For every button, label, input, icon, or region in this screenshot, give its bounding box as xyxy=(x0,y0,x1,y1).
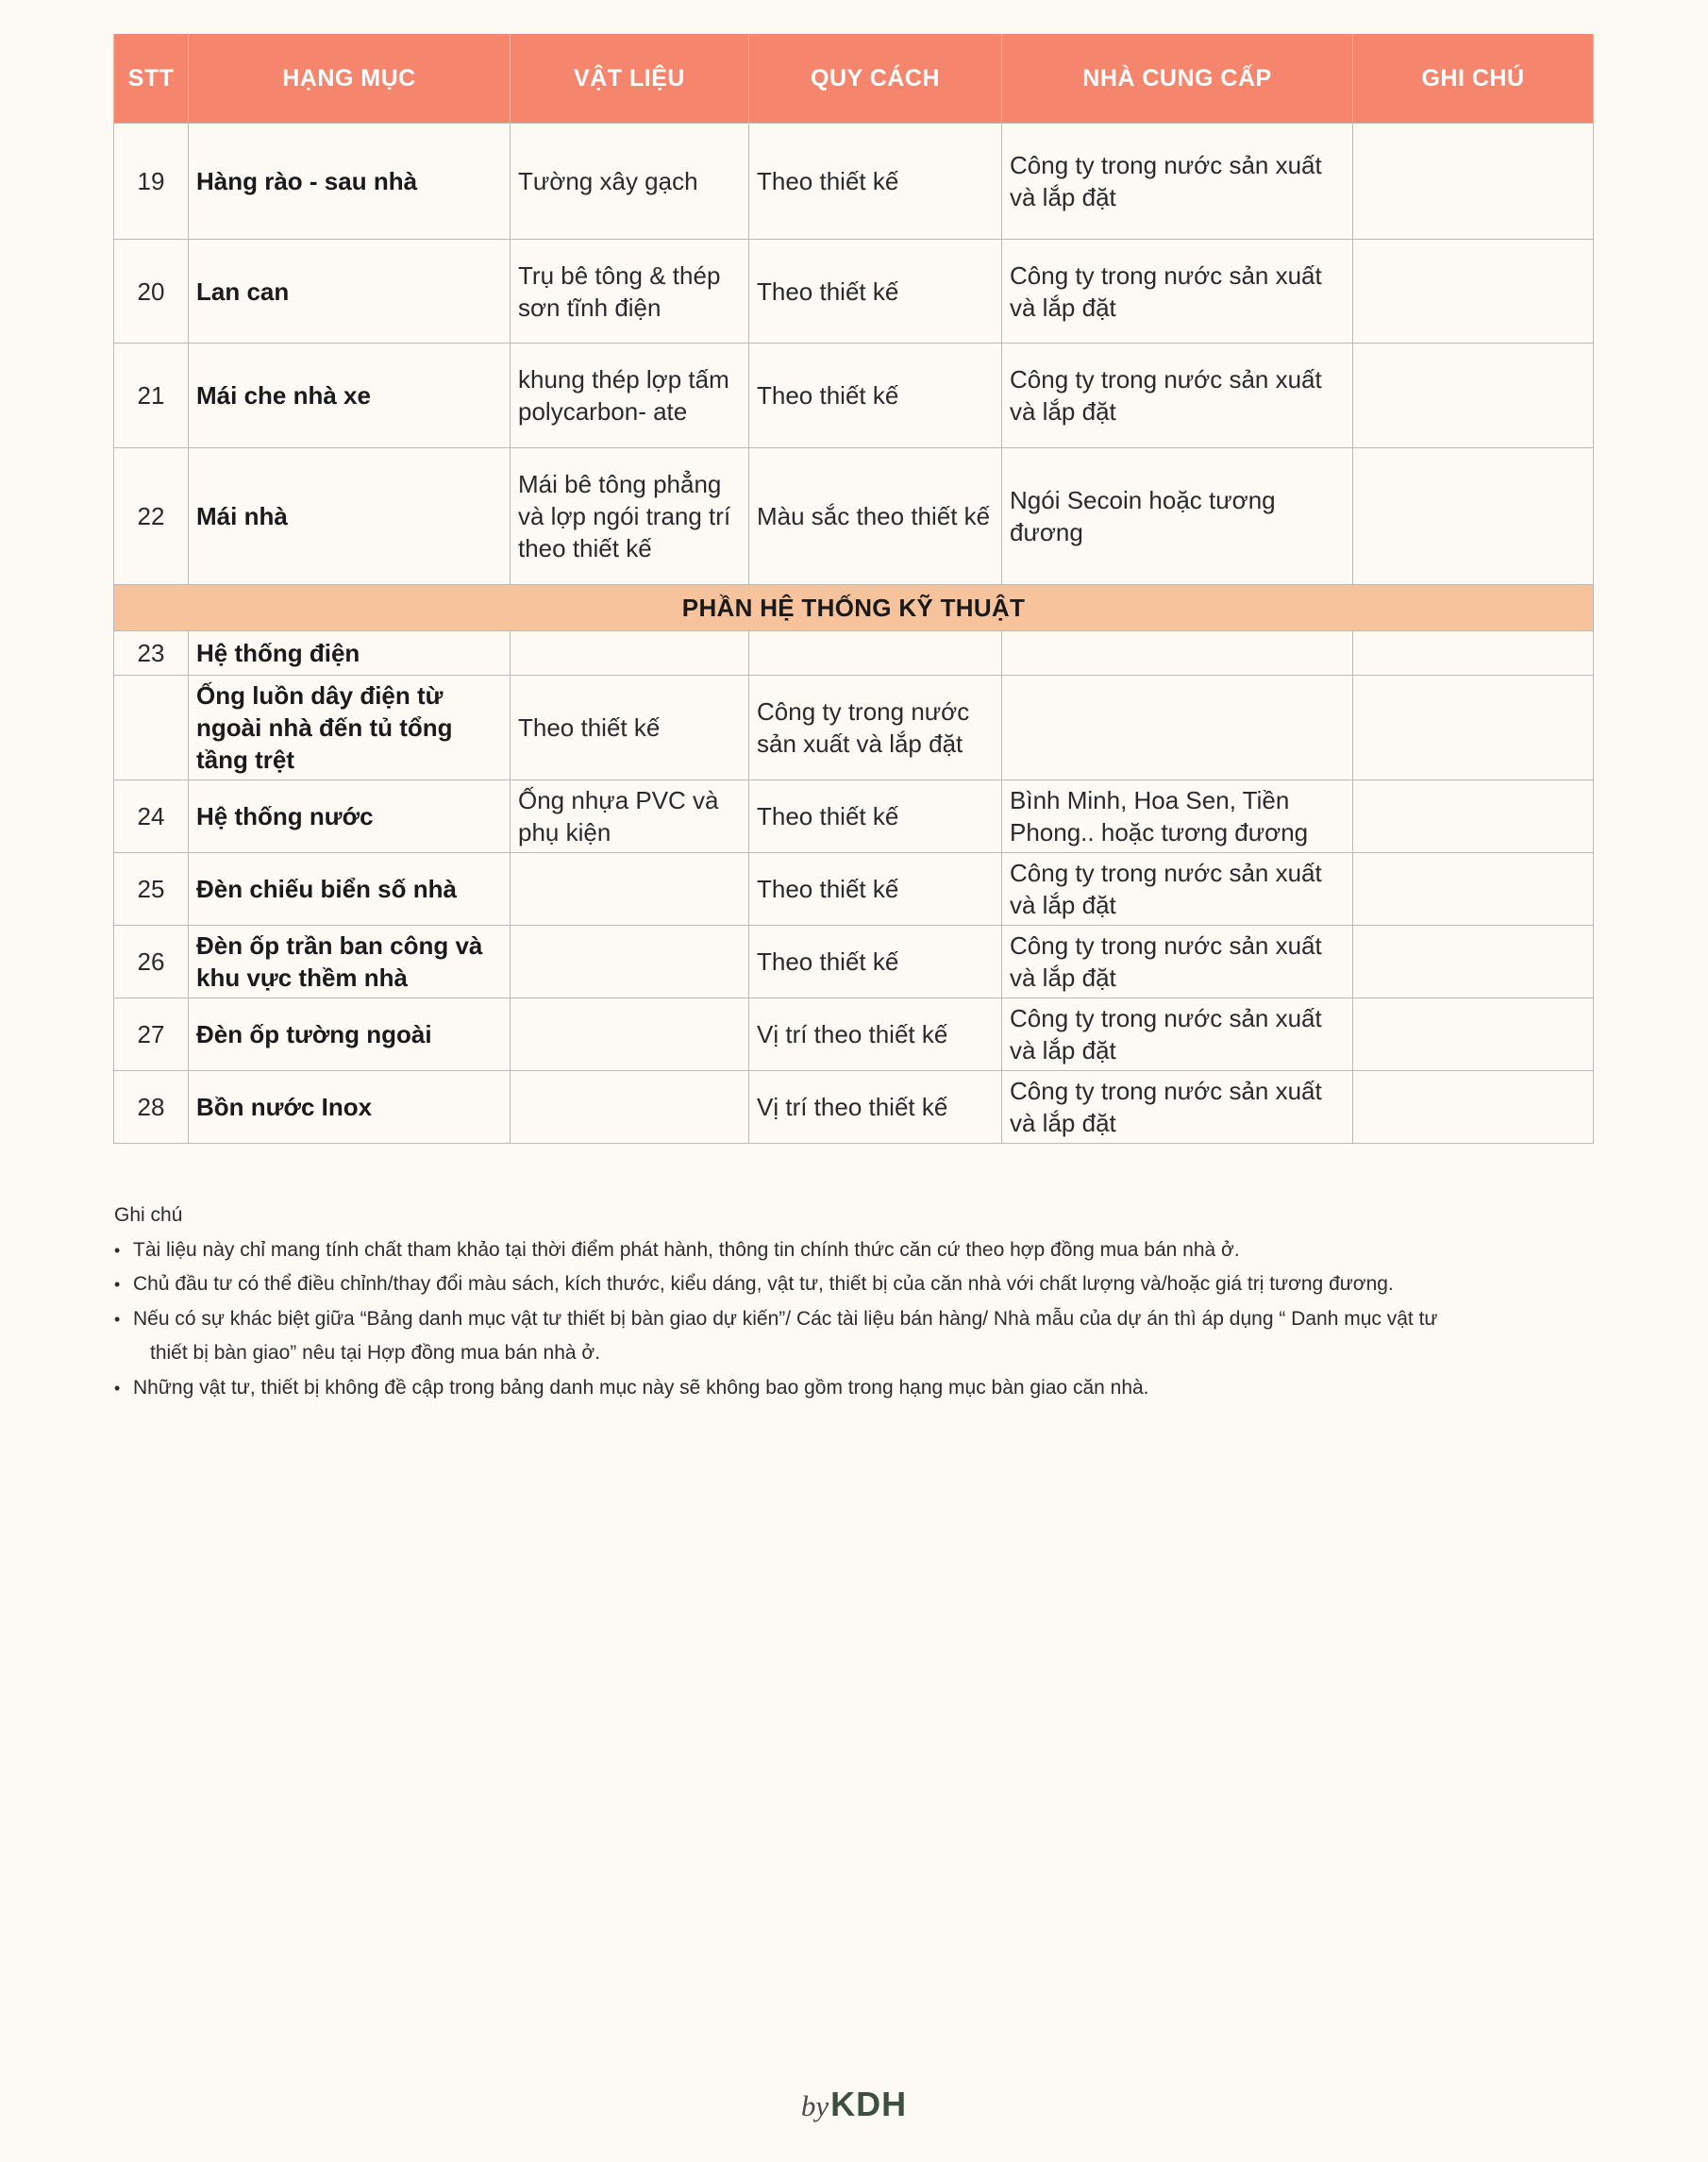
cell-note xyxy=(1353,448,1594,585)
cell-note xyxy=(1353,124,1594,240)
cell-note xyxy=(1353,344,1594,448)
cell-spec: Theo thiết kế xyxy=(749,344,1002,448)
cell-item: Hàng rào - sau nhà xyxy=(189,124,511,240)
cell-spec: Màu sắc theo thiết kế xyxy=(749,448,1002,585)
bullet-icon: • xyxy=(114,1309,121,1329)
cell-note xyxy=(1353,1071,1594,1144)
cell-spec xyxy=(749,631,1002,676)
cell-item: Đèn ốp tường ngoài xyxy=(189,998,511,1071)
cell-spec: Theo thiết kế xyxy=(749,240,1002,344)
cell-supplier: Bình Minh, Hoa Sen, Tiền Phong.. hoặc tương đương xyxy=(1002,780,1353,853)
cell-item: Mái nhà xyxy=(189,448,511,585)
cell-stt: 26 xyxy=(114,926,189,998)
note-text: Tài liệu này chỉ mang tính chất tham khảo tại thời điểm phát hành, thông tin chính thức căn cứ theo hợp đồng mua bán nhà ở. xyxy=(133,1238,1240,1261)
cell-stt: 21 xyxy=(114,344,189,448)
note-text: Những vật tư, thiết bị không đề cập trong bảng danh mục này sẽ không bao gồm trong hạng mục bàn giao căn nhà. xyxy=(133,1376,1149,1399)
bullet-icon: • xyxy=(114,1378,121,1398)
header-spec: QUY CÁCH xyxy=(749,34,1002,124)
footer-logo xyxy=(0,2085,1708,2126)
notes-title: Ghi chú xyxy=(114,1204,183,1226)
table-row xyxy=(114,448,1594,585)
cell-item: Hệ thống nước xyxy=(189,780,511,853)
table-row xyxy=(114,631,1594,676)
notes-section xyxy=(114,1198,1594,1405)
cell-stt: 19 xyxy=(114,124,189,240)
note-text-continued: thiết bị bàn giao” nêu tại Hợp đồng mua bán nhà ở. xyxy=(150,1342,601,1364)
cell-material: Tường xây gạch xyxy=(511,124,749,240)
cell-note xyxy=(1353,926,1594,998)
cell-stt: 25 xyxy=(114,853,189,926)
note-item xyxy=(114,1371,1594,1406)
cell-material xyxy=(511,1071,749,1144)
cell-stt: 23 xyxy=(114,631,189,676)
cell-item: Mái che nhà xe xyxy=(189,344,511,448)
cell-supplier xyxy=(1002,631,1353,676)
cell-stt: 28 xyxy=(114,1071,189,1144)
cell-material xyxy=(511,631,749,676)
cell-spec: Theo thiết kế xyxy=(749,853,1002,926)
cell-supplier: Công ty trong nước sản xuất và lắp đặt xyxy=(1002,240,1353,344)
header-supplier: NHÀ CUNG CẤP xyxy=(1002,34,1353,124)
table-row xyxy=(114,344,1594,448)
cell-note xyxy=(1353,780,1594,853)
cell-material: Ống nhựa PVC và phụ kiện xyxy=(511,780,749,853)
cell-supplier: Công ty trong nước sản xuất và lắp đặt xyxy=(1002,124,1353,240)
cell-item: Đèn ốp trần ban công và khu vực thềm nhà xyxy=(189,926,511,998)
cell-supplier: Công ty trong nước sản xuất và lắp đặt xyxy=(1002,998,1353,1071)
cell-item: Ống luồn dây điện từ ngoài nhà đến tủ tổng tầng trệt xyxy=(189,676,511,780)
table-row xyxy=(114,780,1594,853)
note-item xyxy=(114,1233,1594,1268)
cell-material: khung thép lợp tấm polycarbon- ate xyxy=(511,344,749,448)
logo-brand: KDH xyxy=(830,2085,908,2123)
cell-note xyxy=(1353,853,1594,926)
header-stt: STT xyxy=(114,34,189,124)
header-note: GHI CHÚ xyxy=(1353,34,1594,124)
table-row xyxy=(114,998,1594,1071)
bullet-icon: • xyxy=(114,1275,121,1294)
cell-supplier: Công ty trong nước sản xuất và lắp đặt xyxy=(1002,344,1353,448)
cell-supplier: Công ty trong nước sản xuất và lắp đặt xyxy=(1002,1071,1353,1144)
cell-note xyxy=(1353,631,1594,676)
section-row xyxy=(114,585,1594,631)
cell-stt: 27 xyxy=(114,998,189,1071)
cell-item: Lan can xyxy=(189,240,511,344)
cell-spec: Vị trí theo thiết kế xyxy=(749,1071,1002,1144)
cell-stt: 20 xyxy=(114,240,189,344)
note-item xyxy=(114,1267,1594,1302)
logo-by: by xyxy=(800,2089,829,2122)
cell-note xyxy=(1353,240,1594,344)
cell-material xyxy=(511,998,749,1071)
cell-supplier: Công ty trong nước sản xuất và lắp đặt xyxy=(1002,853,1353,926)
notes-list xyxy=(114,1233,1594,1406)
header-item: HẠNG MỤC xyxy=(189,34,511,124)
materials-table xyxy=(113,34,1594,1144)
cell-spec: Theo thiết kế xyxy=(749,780,1002,853)
cell-item: Đèn chiếu biển số nhà xyxy=(189,853,511,926)
table-row xyxy=(114,676,1594,780)
bullet-icon: • xyxy=(114,1240,121,1260)
cell-stt: 24 xyxy=(114,780,189,853)
cell-note xyxy=(1353,676,1594,780)
table-row xyxy=(114,124,1594,240)
note-item xyxy=(114,1302,1594,1371)
table-row xyxy=(114,1071,1594,1144)
cell-material xyxy=(511,926,749,998)
table-row xyxy=(114,926,1594,998)
cell-material: Theo thiết kế xyxy=(511,676,749,780)
cell-item: Hệ thống điện xyxy=(189,631,511,676)
cell-stt: 22 xyxy=(114,448,189,585)
cell-material: Trụ bê tông & thép sơn tĩnh điện xyxy=(511,240,749,344)
table-header xyxy=(114,34,1594,124)
cell-supplier xyxy=(1002,676,1353,780)
cell-spec: Công ty trong nước sản xuất và lắp đặt xyxy=(749,676,1002,780)
cell-supplier: Công ty trong nước sản xuất và lắp đặt xyxy=(1002,926,1353,998)
header-material: VẬT LIỆU xyxy=(511,34,749,124)
section-title: PHẦN HỆ THỐNG KỸ THUẬT xyxy=(114,585,1594,631)
cell-spec: Vị trí theo thiết kế xyxy=(749,998,1002,1071)
cell-stt xyxy=(114,676,189,780)
note-text: Chủ đầu tư có thể điều chỉnh/thay đổi màu sách, kích thước, kiểu dáng, vật tư, thiết bị của căn nhà với chất lượng và/hoặc giá trị tương đương. xyxy=(133,1273,1394,1295)
cell-material xyxy=(511,853,749,926)
cell-spec: Theo thiết kế xyxy=(749,926,1002,998)
cell-supplier: Ngói Secoin hoặc tương đương xyxy=(1002,448,1353,585)
cell-spec: Theo thiết kế xyxy=(749,124,1002,240)
table-row xyxy=(114,853,1594,926)
note-text: Nếu có sự khác biệt giữa “Bảng danh mục vật tư thiết bị bàn giao dự kiến”/ Các tài liệu bán hàng/ Nhà mẫu của dự án thì áp dụng “ Danh mục vật tư xyxy=(133,1307,1438,1330)
cell-material: Mái bê tông phẳng và lợp ngói trang trí theo thiết kế xyxy=(511,448,749,585)
table-row xyxy=(114,240,1594,344)
cell-note xyxy=(1353,998,1594,1071)
cell-item: Bồn nước Inox xyxy=(189,1071,511,1144)
